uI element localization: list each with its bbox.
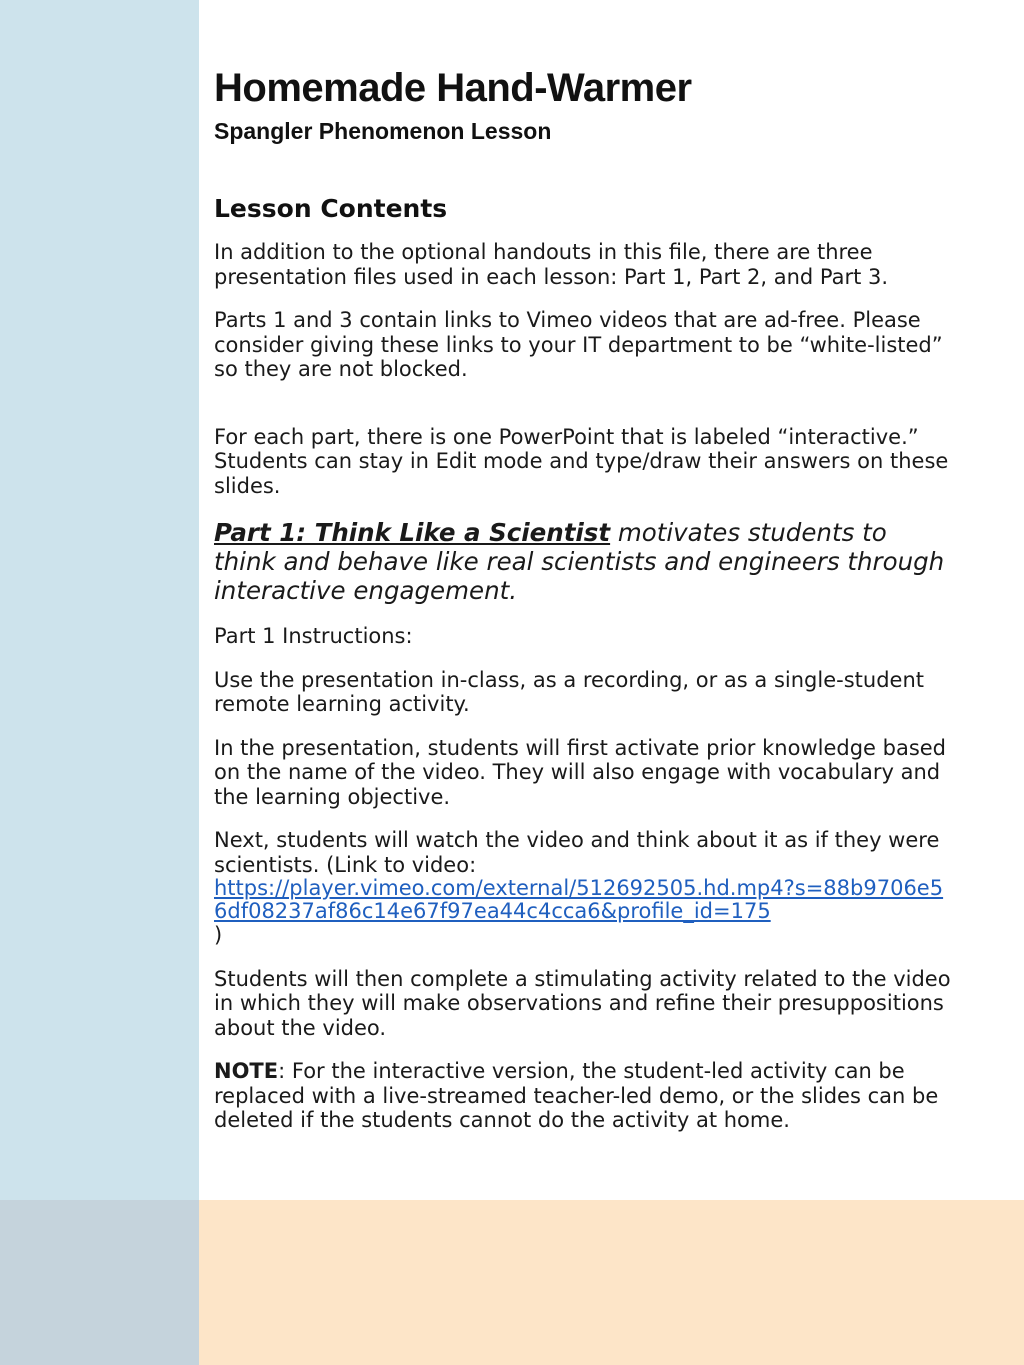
close-paren: ): [214, 923, 223, 947]
left-color-band: [0, 0, 199, 1200]
note-text: : For the interactive version, the student-led activity can be replaced with a live-streamed teacher-led demo, or the slides can be deleted if the students cannot do the activity at home.: [214, 1059, 939, 1132]
interactive-paragraph: For each part, there is one PowerPoint that is labeled “interactive.” Students can stay in Edit mode and type/draw their answers on these slides.: [214, 424, 949, 498]
note-paragraph: [214, 1059, 954, 1133]
part1-title: Part 1: Think Like a Scientist: [214, 518, 611, 547]
note-label: NOTE: [214, 1059, 279, 1083]
intro-paragraph: In addition to the optional handouts in this file, there are three presentation files used in each lesson: Part 1, Part 2, and Part 3.: [214, 240, 889, 289]
next-text: Next, students will watch the video and think about it as if they were scientists. (Link to video:: [214, 828, 940, 877]
document-body: [214, 60, 954, 1133]
page-subtitle: Spangler Phenomenon Lesson: [214, 118, 552, 144]
activity-paragraph: Students will then complete a stimulating activity related to the video in which they will make observations and refine their presuppositions about the video.: [214, 966, 951, 1040]
use-paragraph: Use the presentation in-class, as a recording, or as a single-student remote learning activity.: [214, 667, 924, 716]
part1-description: motivates students to think and behave like real scientists and engineers through interactive engagement.: [214, 518, 945, 605]
next-paragraph: [214, 828, 954, 948]
bottom-right-color-block: [199, 1200, 1024, 1365]
bottom-left-color-block: [0, 1200, 199, 1365]
part1-summary: [214, 518, 954, 605]
page-title: Homemade Hand-Warmer: [214, 66, 692, 110]
video-link[interactable]: https://player.vimeo.com/external/512692505.hd.mp4?s=88b9706e56df08237af86c14e67f97ea44c4cca6&profile_id=175: [214, 876, 944, 923]
activate-paragraph: In the presentation, students will first activate prior knowledge based on the name of the video. They will also engage with vocabulary and the learning objective.: [214, 735, 947, 809]
part1-instructions-heading: Part 1 Instructions:: [214, 624, 413, 648]
vimeo-paragraph: Parts 1 and 3 contain links to Vimeo videos that are ad-free. Please consider giving these links to your IT department to be “white-listed” so they are not blocked.: [214, 308, 943, 381]
section-heading: Lesson Contents: [214, 194, 448, 223]
